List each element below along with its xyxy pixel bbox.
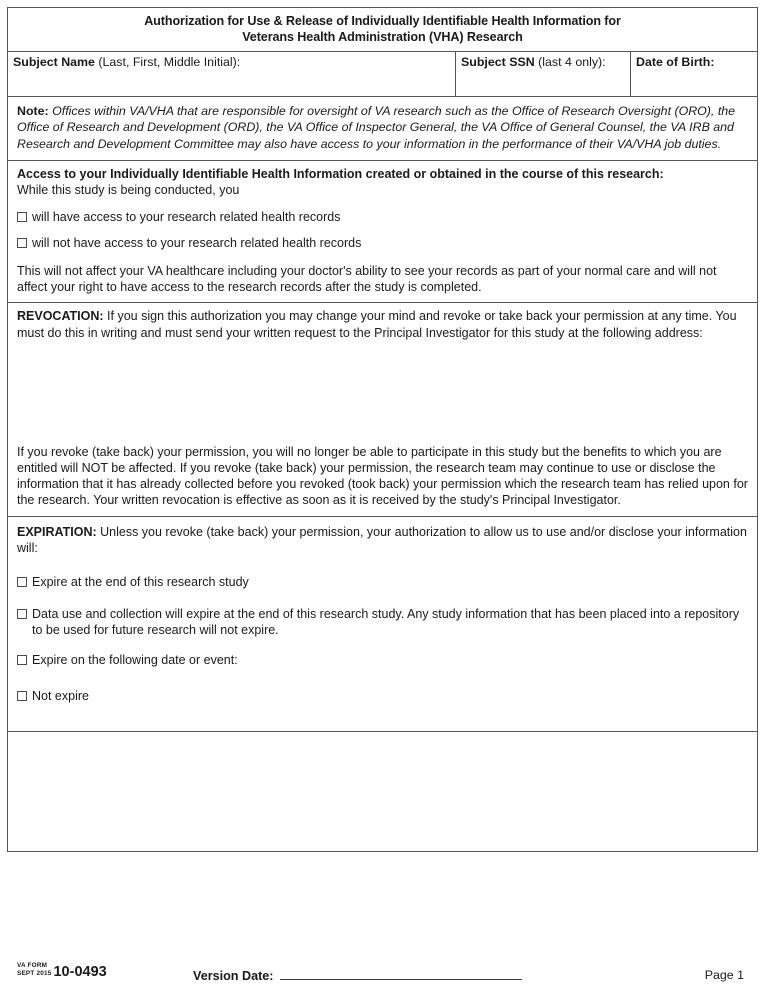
version-date-input[interactable] — [280, 966, 522, 980]
expiration-option-repository[interactable] — [17, 606, 748, 638]
form-title-line-2: Veterans Health Administration (VHA) Research — [242, 30, 523, 44]
checkbox-icon[interactable] — [17, 655, 27, 665]
form-footer — [7, 962, 758, 996]
revocation-address-input[interactable] — [17, 341, 748, 444]
revocation-keyword: REVOCATION: — [17, 309, 104, 324]
subject-name-label: Subject Name — [13, 55, 95, 69]
checkbox-icon[interactable] — [17, 238, 27, 248]
revocation-section — [8, 303, 757, 516]
revocation-intro-text: If you sign this authorization you may change your mind and revoke or take back your permission at any time. You must do this in writing and must send your written request to the Principal Investigator for this study at the following address: — [17, 309, 737, 340]
expiration-option-specific-date[interactable] — [17, 652, 748, 668]
version-date-group — [193, 966, 522, 983]
subject-ssn-label-suffix: (last 4 only): — [534, 55, 606, 69]
expiration-option-label: Data use and collection will expire at the end of this research study. Any study information that has been placed into a repository to be used for future research will not expire. — [32, 607, 740, 638]
subject-ssn-label: Subject SSN — [461, 55, 535, 69]
subject-name-field[interactable] — [8, 52, 456, 96]
expiration-intro-paragraph — [17, 524, 748, 556]
revocation-intro-paragraph — [17, 308, 748, 340]
expiration-intro-text: Unless you revoke (take back) your permission, your authorization to allow us to use and/or disclose your information will: — [17, 524, 747, 555]
subject-ssn-field[interactable] — [456, 52, 631, 96]
va-form-label: VA FORM — [17, 962, 48, 969]
checkbox-icon[interactable] — [17, 691, 27, 701]
version-date-label: Version Date: — [193, 969, 274, 983]
access-option-will-not-have[interactable] — [17, 235, 748, 251]
checkbox-icon[interactable] — [17, 609, 27, 619]
page-number: Page 1 — [704, 968, 744, 982]
expiration-option-label: Expire on the following date or event: — [32, 652, 238, 667]
signature-block-section — [8, 732, 757, 851]
form-title-line-1: Authorization for Use & Release of Individually Identifiable Health Information for — [144, 14, 621, 28]
va-form-identifier — [17, 962, 107, 980]
access-section — [8, 161, 757, 303]
expiration-date-or-event-input[interactable] — [17, 704, 748, 722]
checkbox-icon[interactable] — [17, 212, 27, 222]
note-keyword: Note: — [17, 104, 49, 118]
access-heading: Access to your Individually Identifiable Health Information created or obtained in the course of this research: — [17, 167, 664, 182]
expiration-option-label: Expire at the end of this research study — [32, 575, 249, 590]
expiration-option-end-of-study[interactable] — [17, 574, 748, 590]
access-option-label: will have access to your research related health records — [32, 209, 341, 224]
note-section — [8, 97, 757, 161]
expiration-section — [8, 517, 757, 732]
expiration-option-not-expire[interactable] — [17, 688, 748, 704]
access-intro: While this study is being conducted, you — [17, 183, 240, 198]
subject-name-label-suffix: (Last, First, Middle Initial): — [94, 55, 241, 69]
date-of-birth-label: Date of Birth: — [636, 55, 715, 69]
form-table — [7, 7, 758, 852]
revocation-closing-text: If you revoke (take back) your permission, you will no longer be able to participate in this study but the benefits to which you are entitled will NOT be affected. If you revoke (take back) your permission, the research team may continue to use or disclose the information that it has already collected before you revoked (took back) your permission which the research team has relied upon for the research. Your written revocation is effective as soon as it is received by the study's Principal Investigator. — [17, 444, 748, 508]
access-closing-text: This will not affect your VA healthcare including your doctor's ability to see your records as part of your normal care and will not affect your right to have access to the research records after the study is completed. — [17, 264, 717, 295]
date-of-birth-field[interactable] — [631, 52, 757, 96]
checkbox-icon[interactable] — [17, 577, 27, 587]
va-form-date-stamp — [17, 962, 51, 980]
va-form-number: 10-0493 — [53, 964, 107, 981]
note-body: Offices within VA/VHA that are responsible for oversight of VA research such as the Office of Research Oversight (ORO), the Office of Research and Development (ORD), the VA Office of Inspector General, the VA Office of General Counsel, the VA IRB and Research and Development Committee may also have access to your information in the performance of their VA/VHA job duties. — [17, 104, 736, 151]
access-option-will-have[interactable] — [17, 209, 748, 225]
expiration-keyword: EXPIRATION: — [17, 524, 97, 539]
form-title — [8, 8, 757, 52]
signature-block-input[interactable] — [8, 732, 757, 851]
access-option-label: will not have access to your research related health records — [32, 235, 362, 250]
subject-identity-row — [8, 52, 757, 97]
va-form-revision-date: SEPT 2015 — [17, 970, 52, 978]
expiration-option-label: Not expire — [32, 688, 89, 703]
